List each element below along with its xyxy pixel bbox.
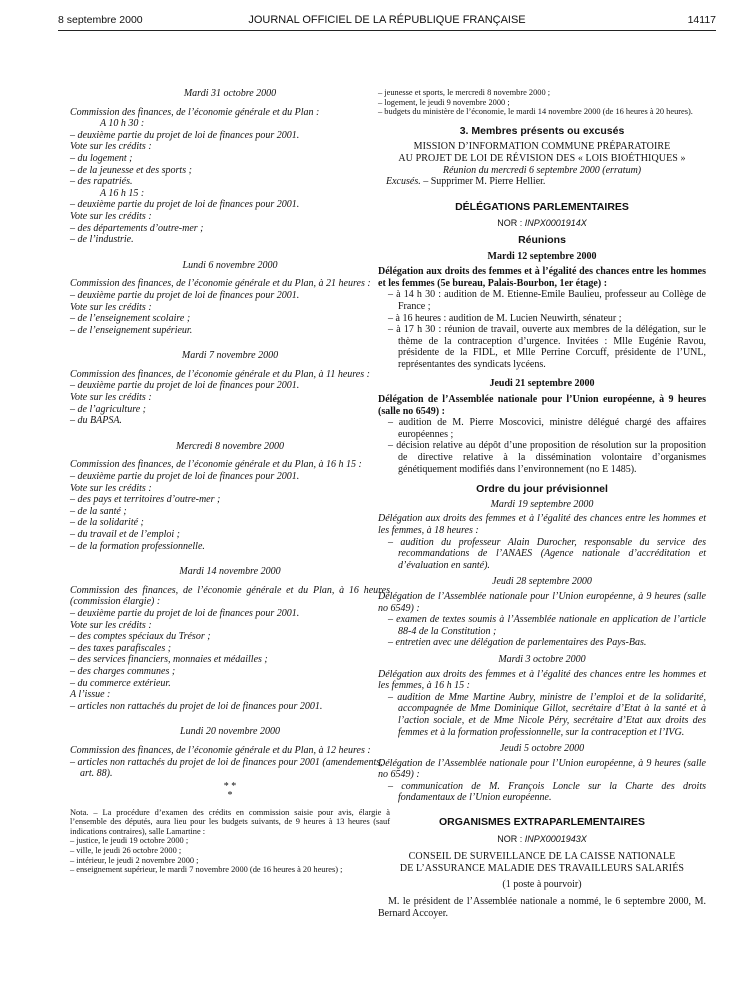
post-count: (1 poste à pourvoir): [502, 879, 582, 891]
issue-label: A l’issue :: [70, 689, 111, 701]
credit-item: – de l’agriculture ;: [70, 403, 147, 415]
commission-line: Commission des finances, de l’économie générale et du Plan, à 16 heures (commission élargie) :: [70, 584, 390, 608]
section-title: 3. Membres présents ou excusés: [459, 124, 625, 137]
delegation-title: Délégation de l’Assemblée nationale pour l’Union européenne, à 9 heures (salle no 6549) :: [378, 757, 706, 781]
date-heading: Mardi 7 novembre 2000: [181, 350, 279, 362]
credit-item: – de la santé ;: [70, 505, 127, 517]
section-title: ORGANISMES EXTRAPARLEMENTAIRES: [438, 816, 646, 829]
nota-item: – intérieur, le jeudi 2 novembre 2000 ;: [70, 855, 199, 865]
section-title: DÉLÉGATIONS PARLEMENTAIRES: [455, 200, 629, 213]
delegation-title: Délégation de l’Assemblée nationale pour l’Union européenne, à 9 heures (salle no 6549) :: [378, 394, 706, 417]
nor-value: INPX0001914X: [524, 218, 587, 229]
date-heading: Mardi 31 octobre 2000: [183, 88, 277, 99]
nota-item: – justice, le jeudi 19 octobre 2000 ;: [70, 836, 189, 846]
time-line: A 16 h 15 :: [100, 187, 145, 199]
date-heading: Mardi 14 novembre 2000: [179, 566, 281, 578]
credit-item: – des taxes parafiscales ;: [70, 642, 172, 654]
nomination-text: M. le président de l’Assemblée nationale a nommé, le 6 septembre 2000, M. Bernard Accoyer.: [378, 896, 706, 919]
agenda-item: – à 16 heures : audition de M. Lucien Neuwirth, sénateur ;: [388, 312, 622, 324]
header-journal-title: JOURNAL OFFICIEL DE LA RÉPUBLIQUE FRANÇAISE: [248, 14, 526, 26]
agenda-item: – articles non rattachés du projet de loi de finances pour 2001.: [70, 700, 323, 712]
credit-item: – des départements d’outre-mer ;: [70, 222, 204, 234]
nota-item: – ville, le jeudi 26 octobre 2000 ;: [70, 846, 182, 856]
credit-item: – de l’industrie.: [70, 234, 134, 246]
nota-item: – enseignement supérieur, le mardi 7 novembre 2000 (de 16 heures à 20 heures) ;: [70, 865, 343, 875]
credit-item: – du BAPSA.: [70, 415, 122, 427]
delegation-title: Délégation aux droits des femmes et à l’égalité des chances entre les hommes et les femmes, à 16 h 15 :: [378, 668, 706, 692]
agenda-item: – deuxième partie du projet de loi de finances pour 2001.: [70, 129, 300, 141]
credit-item: – du travail et de l’emploi ;: [70, 529, 180, 540]
nor-value: INPX0001943X: [524, 833, 587, 844]
page-header: [58, 12, 716, 31]
date-heading: Jeudi 5 octobre 2000: [499, 743, 585, 755]
credit-item: – des pays et territoires d’outre-mer ;: [70, 494, 221, 506]
mission-title: AU PROJET DE LOI DE RÉVISION DES « LOIS BIOÉTHIQUES »: [398, 152, 686, 164]
excuses-label: Excusés.: [386, 176, 421, 188]
nota-paragraph: Nota. – La procédure d’examen des crédits en commission saisie pour avis, élargie à l’ensemble des députés, aura lieu pour les budgets suivants, de 9 heures à 13 heures (sauf indications contraires), salle Lamartine :: [70, 807, 390, 836]
mission-title: MISSION D’INFORMATION COMMUNE PRÉPARATOIRE: [413, 141, 671, 153]
left-column: [70, 88, 390, 875]
agenda-item: – articles non rattachés du projet de loi de finances pour 2001 (amendements, art. 88).: [70, 756, 383, 780]
agenda-item: – communication de M. François Loncle sur la Charte des droits fondamentaux de l’Union européenne.: [388, 780, 706, 804]
agenda-item: – examen de textes soumis à l’Assemblée nationale en application de l’article 88-4 de la Constitution ;: [388, 614, 706, 637]
nota-item: – logement, le jeudi 9 novembre 2000 ;: [378, 97, 510, 107]
credit-item: – du logement ;: [70, 152, 133, 164]
right-column: [378, 88, 706, 919]
excuses-line: [378, 176, 706, 188]
nor-code: [378, 834, 706, 846]
agenda-item: – deuxième partie du projet de loi de finances pour 2001.: [70, 471, 300, 483]
date-heading: Mercredi 8 novembre 2000: [175, 440, 285, 452]
delegation-title: Délégation aux droits des femmes et à l’égalité des chances entre les hommes et les femmes (5e bureau, Palais-Bourbon, 1er étage) :: [378, 266, 706, 289]
agenda-item: – entretien avec une délégation de parlementaires des Pays-Bas.: [388, 637, 647, 649]
delegation-title: Délégation aux droits des femmes et à l’égalité des chances entre les hommes et les femmes, à 18 heures :: [378, 513, 706, 536]
credit-item: – de l’enseignement scolaire ;: [70, 313, 191, 325]
vote-label: Vote sur les crédits :: [70, 141, 152, 153]
date-heading: Mardi 12 septembre 2000: [487, 250, 597, 262]
date-heading: Mardi 19 septembre 2000: [490, 498, 594, 510]
credit-item: – de la solidarité ;: [70, 517, 144, 529]
agenda-item: – audition du professeur Alain Durocher, responsable du service des recommandations de l’ANAES (Agence nationale d’accréditation et d’évaluation en santé).: [388, 536, 706, 571]
date-heading: Jeudi 21 septembre 2000: [489, 378, 595, 390]
date-heading: Lundi 20 novembre 2000: [180, 726, 280, 738]
agenda-item: – deuxième partie du projet de loi de finances pour 2001.: [70, 607, 300, 619]
credit-item: – de l’enseignement supérieur.: [70, 324, 193, 336]
commission-line: Commission des finances, de l’économie générale et du Plan, à 16 h 15 :: [70, 459, 362, 471]
header-page-number: 14117: [687, 14, 716, 26]
date-heading: Lundi 6 novembre 2000: [182, 259, 278, 271]
excuses-text: – Supprimer M. Pierre Hellier.: [420, 176, 546, 188]
meeting-line: Réunion du mercredi 6 septembre 2000 (erratum): [442, 164, 642, 176]
time-line: A 10 h 30 :: [100, 118, 145, 130]
vote-label: Vote sur les crédits :: [70, 392, 152, 404]
commission-line: Commission des finances, de l’économie générale et du Plan, à 11 heures :: [70, 368, 370, 380]
nor-label: NOR :: [497, 833, 525, 844]
subsection-title: Ordre du jour prévisionnel: [476, 483, 608, 496]
header-date: 8 septembre 2000: [58, 14, 143, 26]
vote-label: Vote sur les crédits :: [70, 482, 152, 494]
agenda-item: – décision relative au dépôt d’une proposition de résolution sur la proposition de directive relative à la dissémination volontaire d’organismes génétiquement modifiés dans l’environnement (no E 1485).: [388, 440, 706, 475]
commission-line: Commission des finances, de l’économie générale et du Plan :: [70, 106, 320, 118]
credit-item: – de la formation professionnelle.: [70, 540, 205, 552]
commission-line: Commission des finances, de l’économie générale et du Plan, à 12 heures :: [70, 744, 371, 756]
credit-item: – de la jeunesse et des sports ;: [70, 164, 192, 176]
nor-code: [378, 218, 706, 230]
nota-item: – jeunesse et sports, le mercredi 8 novembre 2000 ;: [378, 88, 551, 97]
vote-label: Vote sur les crédits :: [70, 210, 152, 222]
nota-item: – budgets du ministère de l’économie, le mardi 14 novembre 2000 (de 16 heures à 20 heures).: [378, 107, 693, 117]
credit-item: – des comptes spéciaux du Trésor ;: [70, 631, 211, 643]
agenda-item: – deuxième partie du projet de loi de finances pour 2001.: [70, 380, 300, 392]
date-heading: Jeudi 28 septembre 2000: [492, 576, 592, 588]
credit-item: – des charges communes ;: [70, 665, 176, 677]
agenda-item: – deuxième partie du projet de loi de finances pour 2001.: [70, 289, 300, 301]
agenda-item: – deuxième partie du projet de loi de finances pour 2001.: [70, 199, 300, 211]
nor-label: NOR :: [497, 218, 525, 229]
commission-line: Commission des finances, de l’économie générale et du Plan, à 21 heures :: [70, 278, 371, 290]
credit-item: – du commerce extérieur.: [70, 677, 171, 689]
vote-label: Vote sur les crédits :: [70, 619, 152, 631]
delegation-title: Délégation de l’Assemblée nationale pour l’Union européenne, à 9 heures (salle no 6549) :: [378, 590, 706, 614]
credit-item: – des rapatriés.: [70, 176, 133, 188]
date-heading: Mardi 3 octobre 2000: [498, 653, 586, 665]
council-title: CONSEIL DE SURVEILLANCE DE LA CAISSE NATIONALE: [408, 851, 676, 863]
credit-item: – des services financiers, monnaies et médailles ;: [70, 654, 268, 666]
agenda-item: – audition de M. Pierre Moscovici, ministre délégué chargé des affaires européennes ;: [388, 417, 706, 440]
agenda-item: – audition de Mme Martine Aubry, ministre de l’emploi et de la solidarité, accompagnée de Mme Dominique Gillot, secrétaire d’Etat à la santé et à l’action sociale, et de Mme Nicole Péry, secrétaire d’Etat aux droits des femmes et à la formation professionnelle, sur la contraception et l’IVG.: [388, 691, 706, 738]
agenda-item: – à 14 h 30 : audition de M. Etienne-Emile Baulieu, professeur au Collège de France ;: [388, 289, 706, 312]
separator-stars: * * *: [223, 780, 237, 801]
subsection-title: Réunions: [518, 233, 566, 246]
council-title: DE L’ASSURANCE MALADIE DES TRAVAILLEURS SALARIÉS: [399, 862, 685, 874]
agenda-item: – à 17 h 30 : réunion de travail, ouverte aux membres de la délégation, sur le thème de la contraception d’urgence. Invitées : Mlle Eugénie Ravou, présidente de la FIDL, et Mlle Perrine Corcuff, présidente de l’UNL, représentantes des syndicats lycéens.: [388, 324, 706, 370]
vote-label: Vote sur les crédits :: [70, 301, 152, 313]
